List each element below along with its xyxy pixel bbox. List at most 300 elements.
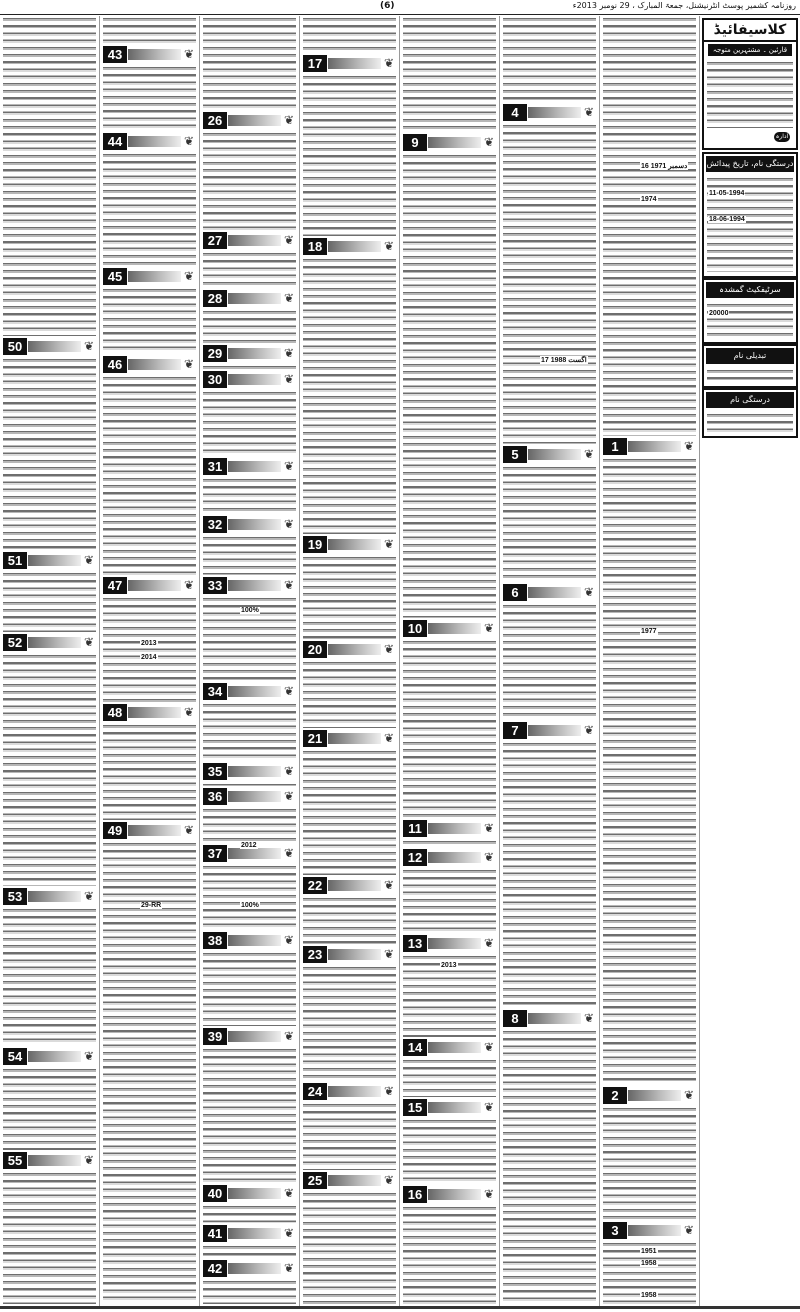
header-bar [528, 587, 581, 598]
story-text [203, 131, 296, 230]
header-bar [228, 1031, 281, 1042]
story-number: 27 [203, 232, 227, 249]
header-bar [228, 766, 281, 777]
story-number: 28 [203, 290, 227, 307]
story-text [303, 660, 396, 728]
bottom-rule [0, 1306, 800, 1309]
leaf-ornament-icon: ❦ [183, 357, 195, 371]
leaf-ornament-icon: ❦ [383, 947, 395, 961]
header-bar [228, 235, 281, 246]
story-number: 25 [303, 1172, 327, 1189]
story-header [2, 552, 97, 569]
story-text [103, 16, 196, 44]
story-text [3, 571, 96, 632]
masthead-paper-line: روزنامہ کشمیر پوسٹ انٹرنیشنل، جمعۃ المبارک ، 29 نومبر 2013ء [572, 1, 796, 10]
header-bar [28, 555, 81, 566]
story-number: 16 [403, 1186, 427, 1203]
story-text [203, 1279, 296, 1304]
story-text [203, 535, 296, 575]
header-bar [128, 580, 181, 591]
story-header [2, 338, 97, 355]
header-bar [228, 519, 281, 530]
classified-section-heading: تبدیلی نام [706, 348, 794, 364]
story-header [102, 577, 197, 594]
news-column-a [0, 16, 100, 1306]
header-bar [28, 637, 81, 648]
story-text [603, 457, 696, 1085]
masthead-date: 29 نومبر 2013ء [572, 1, 630, 10]
story-header [2, 1152, 97, 1169]
story-number: 7 [503, 722, 527, 739]
story-header [602, 1222, 697, 1239]
leaf-ornament-icon: ❦ [283, 684, 295, 698]
story-header [102, 133, 197, 150]
header-bar [428, 938, 481, 949]
story-number: 20 [303, 641, 327, 658]
leaf-ornament-icon: ❦ [383, 878, 395, 892]
leaf-ornament-icon: ❦ [383, 1084, 395, 1098]
header-bar [128, 359, 181, 370]
leaf-ornament-icon: ❦ [283, 764, 295, 778]
leaf-ornament-icon: ❦ [283, 346, 295, 360]
story-text [403, 839, 496, 847]
story-text [203, 951, 296, 1026]
story-number: 36 [203, 788, 227, 805]
story-number: 50 [3, 338, 27, 355]
leaf-ornament-icon: ❦ [383, 239, 395, 253]
story-number: 42 [203, 1260, 227, 1277]
leaf-ornament-icon: ❦ [283, 372, 295, 386]
story-number: 39 [203, 1028, 227, 1045]
story-number: 17 [303, 55, 327, 72]
classified-intro-text [707, 60, 793, 128]
header-bar [328, 1086, 381, 1097]
story-header [302, 55, 397, 72]
story-number: 8 [503, 1010, 527, 1027]
story-header [302, 1083, 397, 1100]
classified-section-heading: درستگی نام [706, 392, 794, 408]
news-column-c [200, 16, 300, 1306]
header-bar [628, 1090, 681, 1101]
header-bar [228, 293, 281, 304]
leaf-ornament-icon: ❦ [383, 731, 395, 745]
header-bar [228, 461, 281, 472]
story-header [202, 345, 297, 362]
inline-number: 2013 [141, 640, 157, 647]
story-text [503, 603, 596, 720]
story-number: 2 [603, 1087, 627, 1104]
story-header [202, 1028, 297, 1045]
header-bar [428, 1189, 481, 1200]
leaf-ornament-icon: ❦ [283, 459, 295, 473]
news-column-b [100, 16, 200, 1306]
story-number: 4 [503, 104, 527, 121]
story-number: 9 [403, 134, 427, 151]
story-header [402, 1039, 497, 1056]
story-header [502, 722, 597, 739]
story-number: 13 [403, 935, 427, 952]
story-number: 46 [103, 356, 127, 373]
leaf-ornament-icon: ❦ [283, 846, 295, 860]
leaf-ornament-icon: ❦ [283, 933, 295, 947]
inline-number: 100% [241, 902, 259, 909]
inline-number: 16 دسمبر 1971 [641, 163, 688, 170]
classified-section-text [707, 302, 793, 338]
story-number: 40 [203, 1185, 227, 1202]
leaf-ornament-icon: ❦ [183, 269, 195, 283]
leaf-ornament-icon: ❦ [83, 553, 95, 567]
story-text [403, 1205, 496, 1304]
leaf-ornament-icon: ❦ [83, 1153, 95, 1167]
story-text [103, 375, 196, 575]
story-number: 26 [203, 112, 227, 129]
header-bar [428, 1042, 481, 1053]
story-number: 52 [3, 634, 27, 651]
classified-logo: ادارہ [775, 133, 789, 140]
story-text [203, 477, 296, 514]
header-bar [328, 949, 381, 960]
story-number: 15 [403, 1099, 427, 1116]
inline-number: 1958 [641, 1260, 657, 1267]
story-number: 21 [303, 730, 327, 747]
leaf-ornament-icon: ❦ [583, 585, 595, 599]
story-header [302, 877, 397, 894]
header-bar [228, 115, 281, 126]
leaf-ornament-icon: ❦ [283, 578, 295, 592]
story-header [202, 516, 297, 533]
story-number: 53 [3, 888, 27, 905]
leaf-ornament-icon: ❦ [283, 789, 295, 803]
story-text [303, 16, 396, 53]
story-text [3, 357, 96, 550]
leaf-ornament-icon: ❦ [283, 291, 295, 305]
classified-title: کلاسیفائیڈ [704, 20, 796, 42]
leaf-ornament-icon: ❦ [583, 723, 595, 737]
story-number: 12 [403, 849, 427, 866]
leaf-ornament-icon: ❦ [583, 447, 595, 461]
classified-section-heading: سرٹیفکیٹ گمشدہ [706, 282, 794, 298]
header-bar [228, 686, 281, 697]
story-number: 5 [503, 446, 527, 463]
story-header [202, 290, 297, 307]
inline-number: 2013 [441, 962, 457, 969]
inline-number: 1951 [641, 1248, 657, 1255]
story-header [202, 1185, 297, 1202]
leaf-ornament-icon: ❦ [483, 1100, 495, 1114]
story-text [103, 841, 196, 1304]
story-number: 33 [203, 577, 227, 594]
leaf-ornament-icon: ❦ [483, 850, 495, 864]
story-text [303, 749, 396, 875]
leaf-ornament-icon: ❦ [583, 1011, 595, 1025]
story-header [502, 104, 597, 121]
story-header [502, 584, 597, 601]
leaf-ornament-icon: ❦ [183, 134, 195, 148]
story-number: 43 [103, 46, 127, 63]
story-text [403, 1118, 496, 1184]
story-header [202, 577, 297, 594]
story-text [203, 1244, 296, 1258]
story-number: 19 [303, 536, 327, 553]
inline-number: 2014 [141, 654, 157, 661]
story-header [502, 446, 597, 463]
inline-number: 2012 [241, 842, 257, 849]
story-text [503, 465, 596, 582]
story-header [402, 1186, 497, 1203]
inline-number: 1958 [641, 1292, 657, 1299]
header-bar [228, 374, 281, 385]
story-text [503, 16, 596, 102]
header-bar [28, 891, 81, 902]
inline-number: 1977 [641, 628, 657, 635]
header-bar [428, 823, 481, 834]
header-bar [228, 935, 281, 946]
leaf-ornament-icon: ❦ [183, 47, 195, 61]
header-bar [228, 848, 281, 859]
leaf-ornament-icon: ❦ [283, 113, 295, 127]
header-bar [228, 580, 281, 591]
story-header [302, 1172, 397, 1189]
story-number: 35 [203, 763, 227, 780]
classified-section-4 [702, 388, 798, 438]
story-header [202, 458, 297, 475]
header-bar [228, 348, 281, 359]
header-bar [328, 880, 381, 891]
story-text [203, 309, 296, 343]
story-header [102, 822, 197, 839]
news-column-e [400, 16, 500, 1306]
header-bar [628, 441, 681, 452]
leaf-ornament-icon: ❦ [483, 821, 495, 835]
leaf-ornament-icon: ❦ [283, 1226, 295, 1240]
leaf-ornament-icon: ❦ [683, 1223, 695, 1237]
page-number: (6) [380, 1, 395, 11]
story-text [203, 702, 296, 761]
leaf-ornament-icon: ❦ [183, 705, 195, 719]
story-text [403, 1058, 496, 1097]
story-header [2, 1048, 97, 1065]
inline-number: 17 اگست 1988 [541, 357, 587, 364]
story-header [202, 371, 297, 388]
story-text [3, 653, 96, 886]
news-column-d [300, 16, 400, 1306]
story-header [402, 134, 497, 151]
leaf-ornament-icon: ❦ [583, 105, 595, 119]
header-bar [128, 825, 181, 836]
story-text [403, 868, 496, 933]
story-header [102, 46, 197, 63]
header-bar [428, 852, 481, 863]
story-header [502, 1010, 597, 1027]
story-text [503, 741, 596, 1008]
story-header [202, 683, 297, 700]
story-header [602, 438, 697, 455]
header-bar [528, 107, 581, 118]
story-text [203, 864, 296, 930]
story-number: 49 [103, 822, 127, 839]
story-header [302, 730, 397, 747]
story-text [203, 251, 296, 288]
header-bar [228, 1228, 281, 1239]
header-bar [328, 58, 381, 69]
leaf-ornament-icon: ❦ [383, 642, 395, 656]
story-text [103, 65, 196, 131]
story-header [302, 536, 397, 553]
story-text [303, 896, 396, 944]
story-header [402, 820, 497, 837]
header-bar [228, 791, 281, 802]
story-text [603, 1106, 696, 1220]
story-text [103, 596, 196, 702]
story-text [203, 390, 296, 456]
story-number: 54 [3, 1048, 27, 1065]
story-header [402, 620, 497, 637]
classified-section-text [707, 368, 793, 382]
story-text [3, 1067, 96, 1150]
story-number: 32 [203, 516, 227, 533]
header-bar [528, 1013, 581, 1024]
story-text [303, 74, 396, 236]
leaf-ornament-icon: ❦ [83, 339, 95, 353]
leaf-ornament-icon: ❦ [283, 1186, 295, 1200]
leaf-ornament-icon: ❦ [383, 537, 395, 551]
story-header [102, 704, 197, 721]
leaf-ornament-icon: ❦ [483, 135, 495, 149]
story-header [302, 641, 397, 658]
story-number: 45 [103, 268, 127, 285]
story-header [202, 932, 297, 949]
story-number: 3 [603, 1222, 627, 1239]
story-text [203, 807, 296, 843]
header-bar [428, 137, 481, 148]
inline-number: 1974 [641, 196, 657, 203]
story-number: 51 [3, 552, 27, 569]
story-number: 55 [3, 1152, 27, 1169]
header-bar [628, 1225, 681, 1236]
story-number: 29 [203, 345, 227, 362]
story-number: 44 [103, 133, 127, 150]
story-number: 34 [203, 683, 227, 700]
leaf-ornament-icon: ❦ [183, 823, 195, 837]
leaf-ornament-icon: ❦ [483, 936, 495, 950]
header-bar [328, 644, 381, 655]
inline-number: 100% [241, 607, 259, 614]
story-text [503, 123, 596, 444]
header-bar [528, 449, 581, 460]
story-header [102, 268, 197, 285]
story-text [403, 16, 496, 132]
story-text [603, 16, 696, 436]
story-text [403, 153, 496, 618]
story-header [202, 112, 297, 129]
leaf-ornament-icon: ❦ [283, 233, 295, 247]
leaf-ornament-icon: ❦ [83, 1049, 95, 1063]
number-text: 20000 [709, 310, 729, 317]
header-bar [128, 271, 181, 282]
story-text [3, 907, 96, 1046]
story-number: 14 [403, 1039, 427, 1056]
masthead [0, 0, 800, 15]
story-text [3, 16, 96, 336]
story-header [302, 946, 397, 963]
header-bar [428, 1102, 481, 1113]
story-text [103, 723, 196, 820]
story-number: 22 [303, 877, 327, 894]
story-header [102, 356, 197, 373]
leaf-ornament-icon: ❦ [283, 1029, 295, 1043]
story-text [203, 16, 296, 110]
leaf-ornament-icon: ❦ [283, 517, 295, 531]
header-bar [328, 241, 381, 252]
classified-section-3 [702, 344, 798, 388]
classified-section-heading: درستگی نام، تاریخ پیدائش [706, 156, 794, 172]
story-text [303, 257, 396, 534]
story-header [402, 935, 497, 952]
leaf-ornament-icon: ❦ [283, 1261, 295, 1275]
leaf-ornament-icon: ❦ [383, 56, 395, 70]
news-column-g [600, 16, 700, 1306]
header-bar [228, 1263, 281, 1274]
story-header [202, 1225, 297, 1242]
header-bar [128, 136, 181, 147]
inline-number: 29-RR [141, 902, 162, 909]
story-text [403, 639, 496, 818]
story-text [203, 1204, 296, 1223]
leaf-ornament-icon: ❦ [183, 578, 195, 592]
story-text [103, 287, 196, 354]
story-header [202, 1260, 297, 1277]
story-number: 24 [303, 1083, 327, 1100]
header-bar [128, 707, 181, 718]
header-bar [328, 539, 381, 550]
leaf-ornament-icon: ❦ [483, 1040, 495, 1054]
story-number: 1 [603, 438, 627, 455]
classified-column [700, 16, 800, 1306]
story-number: 37 [203, 845, 227, 862]
story-text [203, 364, 296, 369]
story-text [503, 1029, 596, 1304]
leaf-ornament-icon: ❦ [383, 1173, 395, 1187]
story-text [303, 555, 396, 639]
story-text [3, 1171, 96, 1304]
header-bar [328, 1175, 381, 1186]
story-text [303, 1102, 396, 1170]
story-header [202, 232, 297, 249]
leaf-ornament-icon: ❦ [83, 889, 95, 903]
story-header [202, 788, 297, 805]
classified-section-text [707, 412, 793, 432]
story-number: 11 [403, 820, 427, 837]
leaf-ornament-icon: ❦ [483, 1187, 495, 1201]
story-header [302, 238, 397, 255]
story-header [2, 888, 97, 905]
story-number: 10 [403, 620, 427, 637]
classified-section-1 [702, 152, 798, 278]
header-bar [528, 725, 581, 736]
story-header [202, 763, 297, 780]
date-text: 11-05-1994 [709, 190, 745, 197]
story-header [2, 634, 97, 651]
story-number: 18 [303, 238, 327, 255]
classified-intro-box [702, 18, 798, 150]
story-number: 47 [103, 577, 127, 594]
header-bar [328, 733, 381, 744]
story-text [203, 782, 296, 786]
story-header [402, 1099, 497, 1116]
story-text [103, 152, 196, 266]
leaf-ornament-icon: ❦ [483, 621, 495, 635]
classified-subtitle: قارئین ۔ مشتہرین متوجہ [708, 44, 792, 56]
